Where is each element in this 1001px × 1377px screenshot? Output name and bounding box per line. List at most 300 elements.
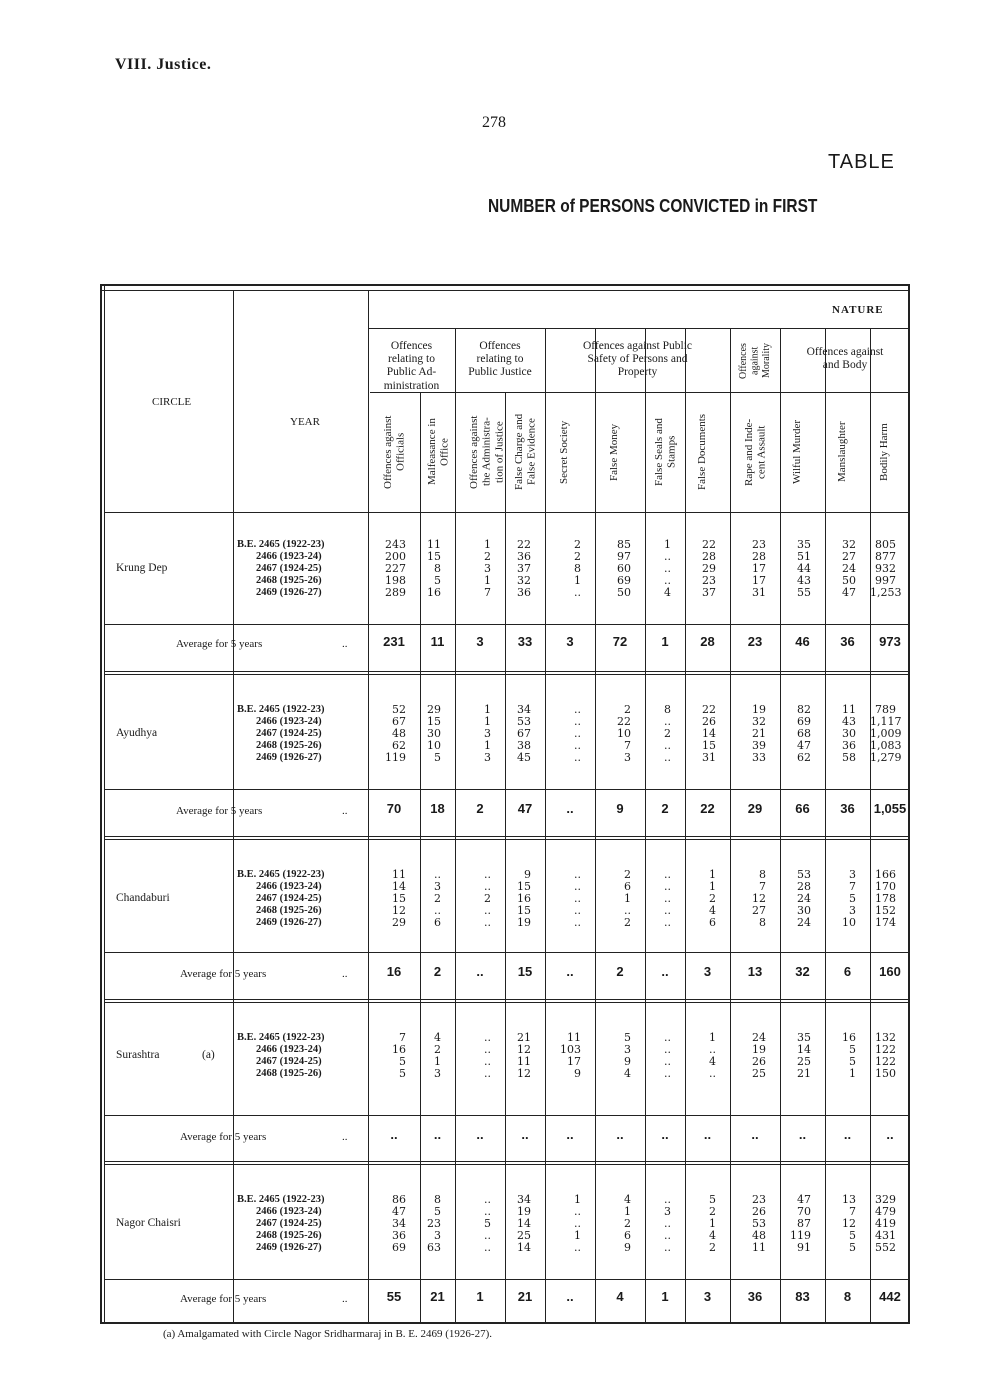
year-row-0-2: 2467 (1924-25) bbox=[256, 563, 322, 575]
average-cell-4-0: 55 bbox=[386, 1289, 402, 1304]
cell-4-2-6: .. bbox=[664, 1217, 671, 1231]
cell-1-4-10: 58 bbox=[842, 751, 856, 765]
cell-1-3-11: 1,083 bbox=[870, 739, 902, 753]
average-cell-3-2: .. bbox=[476, 1127, 484, 1142]
column-header-8: Rape and Inde- cent Assault bbox=[743, 418, 768, 486]
table-subtitle: NUMBER of PERSONS CONVICTED in FIRST bbox=[488, 196, 818, 216]
rule-v bbox=[420, 392, 421, 1322]
cell-4-4-3: 14 bbox=[517, 1241, 531, 1255]
cell-2-4-6: .. bbox=[664, 916, 671, 930]
cell-4-4-0: 69 bbox=[392, 1241, 406, 1255]
cell-0-3-6: .. bbox=[664, 574, 671, 588]
group-header-4: Offences against and Body bbox=[806, 346, 884, 372]
rule-h bbox=[104, 839, 910, 840]
cell-3-1-10: 5 bbox=[849, 1043, 856, 1057]
average-cell-3-6: .. bbox=[661, 1127, 669, 1142]
rule-v bbox=[780, 328, 781, 1322]
cell-3-0-9: 35 bbox=[797, 1031, 811, 1044]
average-cell-4-4: .. bbox=[566, 1289, 574, 1304]
cell-2-4-2: .. bbox=[484, 916, 491, 930]
cell-1-0-1: 29 bbox=[427, 703, 441, 716]
cell-1-1-6: .. bbox=[664, 715, 671, 729]
rule-v bbox=[645, 392, 646, 1322]
cell-2-2-5: 1 bbox=[624, 892, 631, 906]
cell-4-1-11: 479 bbox=[875, 1205, 896, 1219]
rule-v bbox=[545, 328, 546, 1322]
cell-3-0-4: 11 bbox=[567, 1031, 581, 1044]
cell-1-3-3: 38 bbox=[517, 739, 531, 753]
cell-0-4-0: 289 bbox=[385, 586, 406, 600]
cell-1-3-8: 39 bbox=[752, 739, 766, 753]
column-header-0: Offences against Officials bbox=[382, 415, 407, 489]
cell-3-1-9: 14 bbox=[797, 1043, 811, 1057]
year-label: YEAR bbox=[290, 416, 320, 428]
cell-3-2-3: 11 bbox=[517, 1055, 531, 1069]
cell-4-3-10: 5 bbox=[849, 1229, 856, 1243]
average-cell-2-2: .. bbox=[476, 964, 484, 979]
cell-2-0-10: 3 bbox=[849, 868, 856, 881]
rule-h bbox=[368, 328, 910, 329]
cell-2-2-9: 24 bbox=[797, 892, 811, 906]
cell-2-0-8: 8 bbox=[759, 868, 766, 881]
cell-4-2-11: 419 bbox=[875, 1217, 896, 1231]
average-cell-0-10: 36 bbox=[840, 634, 855, 649]
cell-0-2-8: 17 bbox=[752, 562, 766, 576]
year-row-4-4: 2469 (1926-27) bbox=[256, 1242, 322, 1254]
year-row-3-1: 2466 (1923-24) bbox=[256, 1044, 322, 1056]
average-cell-2-0: 16 bbox=[386, 964, 402, 979]
cell-0-1-4: 2 bbox=[574, 550, 581, 564]
cell-2-3-7: 4 bbox=[709, 904, 716, 918]
cell-1-0-0: 52 bbox=[392, 703, 406, 716]
cell-3-1-7: .. bbox=[709, 1043, 716, 1057]
cell-2-0-11: 166 bbox=[875, 868, 896, 881]
year-row-4-2: 2467 (1924-25) bbox=[256, 1218, 322, 1230]
cell-2-0-7: 1 bbox=[709, 868, 716, 881]
cell-0-3-7: 23 bbox=[702, 574, 716, 588]
cell-0-1-0: 200 bbox=[385, 550, 406, 564]
cell-0-4-10: 47 bbox=[842, 586, 856, 600]
cell-4-3-7: 4 bbox=[709, 1229, 716, 1243]
cell-3-0-7: 1 bbox=[709, 1031, 716, 1044]
cell-2-1-2: .. bbox=[484, 880, 491, 894]
year-row-4-3: 2468 (1925-26) bbox=[256, 1230, 322, 1242]
cell-1-0-6: 8 bbox=[664, 703, 671, 716]
cell-4-4-11: 552 bbox=[875, 1241, 896, 1255]
cell-4-3-1: 3 bbox=[434, 1229, 441, 1243]
rule-v bbox=[825, 392, 826, 1322]
year-row-0-4: 2469 (1926-27) bbox=[256, 587, 322, 599]
year-row-2-1: 2466 (1923-24) bbox=[256, 881, 322, 893]
cell-4-2-3: 14 bbox=[517, 1217, 531, 1231]
cell-2-4-4: .. bbox=[574, 916, 581, 930]
rule-h bbox=[104, 1279, 910, 1280]
cell-2-4-1: 6 bbox=[434, 916, 441, 930]
cell-4-3-0: 36 bbox=[392, 1229, 406, 1243]
cell-4-1-2: .. bbox=[484, 1205, 491, 1219]
cell-2-3-6: .. bbox=[664, 904, 671, 918]
cell-1-4-0: 119 bbox=[385, 751, 406, 765]
average-cell-1-0: 70 bbox=[386, 801, 402, 816]
rule-h bbox=[104, 836, 910, 837]
cell-0-2-7: 29 bbox=[702, 562, 716, 576]
rule-v bbox=[870, 392, 871, 1322]
cell-3-1-1: 2 bbox=[434, 1043, 441, 1057]
cell-4-0-9: 47 bbox=[797, 1193, 811, 1206]
average-cell-1-7: 22 bbox=[700, 801, 715, 816]
cell-2-0-9: 53 bbox=[797, 868, 811, 881]
average-cell-2-4: .. bbox=[566, 964, 574, 979]
cell-2-0-5: 2 bbox=[624, 868, 631, 881]
cell-0-1-10: 27 bbox=[842, 550, 856, 564]
cell-0-2-11: 932 bbox=[875, 562, 896, 576]
cell-3-0-5: 5 bbox=[624, 1031, 631, 1044]
cell-0-1-7: 28 bbox=[702, 550, 716, 564]
column-header-10: Manslaughter bbox=[835, 421, 848, 483]
cell-4-0-5: 4 bbox=[624, 1193, 631, 1206]
cell-4-1-4: .. bbox=[574, 1205, 581, 1219]
cell-3-2-5: 9 bbox=[624, 1055, 631, 1069]
average-cell-4-7: 3 bbox=[703, 1289, 712, 1304]
cell-1-2-5: 10 bbox=[617, 727, 631, 741]
cell-4-4-1: 63 bbox=[427, 1241, 441, 1255]
cell-1-4-3: 45 bbox=[517, 751, 531, 765]
circle-name-3: Surashtra bbox=[116, 1049, 160, 1062]
cell-4-1-7: 2 bbox=[709, 1205, 716, 1219]
cell-2-1-1: 3 bbox=[434, 880, 441, 894]
year-row-1-4: 2469 (1926-27) bbox=[256, 752, 322, 764]
cell-1-2-8: 21 bbox=[752, 727, 766, 741]
cell-4-4-10: 5 bbox=[849, 1241, 856, 1255]
cell-3-0-3: 21 bbox=[517, 1031, 531, 1044]
year-row-0-0: B.E. 2465 (1922-23) bbox=[237, 539, 325, 550]
cell-2-4-3: 19 bbox=[517, 916, 531, 930]
cell-2-2-4: .. bbox=[574, 892, 581, 906]
year-row-3-2: 2467 (1924-25) bbox=[256, 1056, 322, 1068]
average-cell-0-9: 46 bbox=[795, 634, 810, 649]
group-header-0: Offences relating to Public Ad- ministration bbox=[383, 340, 440, 392]
year-row-2-4: 2469 (1926-27) bbox=[256, 917, 322, 929]
cell-2-2-2: 2 bbox=[484, 892, 491, 906]
year-row-1-0: B.E. 2465 (1922-23) bbox=[237, 704, 325, 715]
cell-3-3-0: 5 bbox=[399, 1067, 406, 1081]
cell-3-3-4: 9 bbox=[574, 1067, 581, 1081]
average-dots-4: .. bbox=[342, 1293, 348, 1305]
cell-4-2-2: 5 bbox=[484, 1217, 491, 1231]
column-header-4: Secret Society bbox=[558, 420, 570, 484]
cell-0-0-4: 2 bbox=[574, 538, 581, 551]
cell-0-1-9: 51 bbox=[797, 550, 811, 564]
average-dots-1: .. bbox=[342, 805, 348, 817]
circle-note-3: (a) bbox=[202, 1049, 215, 1062]
cell-1-2-9: 68 bbox=[797, 727, 811, 741]
cell-2-2-11: 178 bbox=[875, 892, 896, 906]
rule-h bbox=[100, 1322, 910, 1324]
cell-0-1-3: 36 bbox=[517, 550, 531, 564]
cell-0-0-1: 11 bbox=[427, 538, 441, 551]
rule-h bbox=[104, 1115, 910, 1116]
cell-4-0-4: 1 bbox=[574, 1193, 581, 1206]
rule-h bbox=[104, 1161, 910, 1162]
cell-2-3-4: .. bbox=[574, 904, 581, 918]
cell-0-3-8: 17 bbox=[752, 574, 766, 588]
cell-4-2-1: 23 bbox=[427, 1217, 441, 1231]
cell-4-1-9: 70 bbox=[797, 1205, 811, 1219]
rule-h bbox=[104, 1164, 910, 1165]
average-cell-0-11: 973 bbox=[879, 634, 901, 649]
cell-2-1-0: 14 bbox=[392, 880, 406, 894]
average-cell-2-9: 32 bbox=[795, 964, 810, 979]
cell-3-3-11: 150 bbox=[875, 1067, 896, 1081]
cell-2-4-5: 2 bbox=[624, 916, 631, 930]
circle-name-4: Nagor Chaisri bbox=[116, 1217, 181, 1230]
average-label-3: Average for 5 years bbox=[180, 1131, 267, 1143]
section-heading: VIII. Justice. bbox=[115, 56, 212, 73]
circle-name-0: Krung Dep bbox=[116, 562, 168, 575]
rule-h bbox=[104, 999, 910, 1000]
column-header-7: False Documents bbox=[695, 413, 708, 491]
cell-3-2-9: 25 bbox=[797, 1055, 811, 1069]
cell-2-1-8: 7 bbox=[759, 880, 766, 894]
cell-4-0-7: 5 bbox=[709, 1193, 716, 1206]
cell-1-1-5: 22 bbox=[617, 715, 631, 729]
rule-h bbox=[104, 952, 910, 953]
cell-0-1-11: 877 bbox=[875, 550, 896, 564]
average-cell-4-9: 83 bbox=[795, 1289, 810, 1304]
cell-1-3-6: .. bbox=[664, 739, 671, 753]
cell-1-0-9: 82 bbox=[797, 703, 811, 716]
cell-2-1-5: 6 bbox=[624, 880, 631, 894]
cell-3-1-0: 16 bbox=[392, 1043, 406, 1057]
average-cell-4-10: 8 bbox=[843, 1289, 852, 1304]
cell-4-2-5: 2 bbox=[624, 1217, 631, 1231]
cell-1-0-7: 22 bbox=[702, 703, 716, 716]
cell-1-3-2: 1 bbox=[484, 739, 491, 753]
cell-1-1-7: 26 bbox=[702, 715, 716, 729]
cell-4-2-10: 12 bbox=[842, 1217, 856, 1231]
cell-1-1-9: 69 bbox=[797, 715, 811, 729]
cell-4-3-11: 431 bbox=[875, 1229, 896, 1243]
group-header-3: Offences against Morality bbox=[738, 343, 772, 379]
average-cell-4-8: 36 bbox=[747, 1289, 763, 1304]
cell-4-1-10: 7 bbox=[849, 1205, 856, 1219]
rule-v bbox=[104, 284, 105, 1324]
cell-2-3-0: 12 bbox=[392, 904, 406, 918]
cell-3-1-3: 12 bbox=[517, 1043, 531, 1057]
year-row-4-0: B.E. 2465 (1922-23) bbox=[237, 1194, 325, 1205]
cell-3-3-3: 12 bbox=[517, 1067, 531, 1081]
cell-1-4-11: 1,279 bbox=[870, 751, 902, 765]
average-cell-0-6: 1 bbox=[661, 634, 669, 649]
column-header-6: False Seals and Stamps bbox=[653, 418, 678, 486]
average-cell-2-3: 15 bbox=[517, 964, 533, 979]
average-cell-1-4: .. bbox=[566, 801, 574, 816]
average-label-2: Average for 5 years bbox=[180, 968, 267, 980]
average-cell-1-10: 36 bbox=[840, 801, 855, 816]
cell-0-2-1: 8 bbox=[434, 562, 441, 576]
average-cell-4-11: 442 bbox=[879, 1289, 901, 1304]
cell-4-4-9: 91 bbox=[797, 1241, 811, 1255]
average-cell-3-3: .. bbox=[521, 1127, 529, 1142]
average-cell-0-5: 72 bbox=[612, 634, 628, 649]
cell-1-0-3: 34 bbox=[517, 703, 531, 716]
average-cell-1-9: 66 bbox=[795, 801, 810, 816]
average-cell-1-11: 1,055 bbox=[873, 801, 907, 816]
cell-3-0-1: 4 bbox=[434, 1031, 441, 1044]
cell-2-4-7: 6 bbox=[709, 916, 716, 930]
nature-label: NATURE bbox=[832, 304, 884, 316]
cell-3-1-5: 3 bbox=[624, 1043, 631, 1057]
rule-v bbox=[595, 392, 596, 1322]
cell-0-4-4: .. bbox=[574, 586, 581, 600]
average-cell-2-10: 6 bbox=[843, 964, 852, 979]
cell-3-3-6: .. bbox=[664, 1067, 671, 1081]
cell-4-4-5: 9 bbox=[624, 1241, 631, 1255]
cell-2-4-11: 174 bbox=[875, 916, 896, 930]
cell-0-3-11: 997 bbox=[875, 574, 896, 588]
year-row-2-3: 2468 (1925-26) bbox=[256, 905, 322, 917]
cell-4-1-1: 5 bbox=[434, 1205, 441, 1219]
average-cell-1-6: 2 bbox=[661, 801, 669, 816]
average-cell-0-2: 3 bbox=[476, 634, 484, 649]
cell-0-3-10: 50 bbox=[842, 574, 856, 588]
year-row-1-1: 2466 (1923-24) bbox=[256, 716, 322, 728]
average-cell-1-8: 29 bbox=[747, 801, 763, 816]
average-cell-1-2: 2 bbox=[476, 801, 484, 816]
cell-2-1-7: 1 bbox=[709, 880, 716, 894]
cell-4-1-5: 1 bbox=[624, 1205, 631, 1219]
cell-2-4-0: 29 bbox=[392, 916, 406, 930]
rule-v bbox=[100, 284, 102, 1324]
cell-4-1-3: 19 bbox=[517, 1205, 531, 1219]
cell-4-1-0: 47 bbox=[392, 1205, 406, 1219]
cell-4-3-4: 1 bbox=[574, 1229, 581, 1243]
cell-4-3-3: 25 bbox=[517, 1229, 531, 1243]
column-header-5: False Money bbox=[608, 423, 620, 481]
cell-4-2-9: 87 bbox=[797, 1217, 811, 1231]
cell-1-3-7: 15 bbox=[702, 739, 716, 753]
rule-h bbox=[100, 284, 910, 286]
cell-3-3-8: 25 bbox=[752, 1067, 766, 1081]
cell-4-0-1: 8 bbox=[434, 1193, 441, 1206]
cell-2-1-11: 170 bbox=[875, 880, 896, 894]
column-header-2: Offences against the Administra- tion of Justice bbox=[468, 415, 506, 489]
cell-0-0-10: 32 bbox=[842, 538, 856, 551]
cell-0-2-9: 44 bbox=[797, 562, 811, 576]
cell-1-4-1: 5 bbox=[434, 751, 441, 765]
cell-4-3-9: 119 bbox=[790, 1229, 811, 1243]
average-cell-4-6: 1 bbox=[661, 1289, 669, 1304]
cell-0-4-6: 4 bbox=[664, 586, 671, 600]
cell-1-4-9: 62 bbox=[797, 751, 811, 765]
cell-4-0-8: 23 bbox=[752, 1193, 766, 1206]
cell-2-3-2: .. bbox=[484, 904, 491, 918]
table-label: TABLE bbox=[828, 151, 895, 173]
cell-0-1-8: 28 bbox=[752, 550, 766, 564]
circle-name-1: Ayudhya bbox=[116, 727, 158, 740]
cell-1-2-0: 48 bbox=[392, 727, 406, 741]
column-header-1: Malfeasance in Office bbox=[425, 418, 451, 486]
cell-0-3-2: 1 bbox=[484, 574, 491, 588]
cell-1-0-8: 19 bbox=[752, 703, 766, 716]
cell-1-0-5: 2 bbox=[624, 703, 631, 716]
average-cell-2-7: 3 bbox=[703, 964, 712, 979]
average-dots-2: .. bbox=[342, 968, 348, 980]
cell-1-4-4: .. bbox=[574, 751, 581, 765]
cell-0-3-5: 69 bbox=[617, 574, 631, 588]
cell-4-1-6: 3 bbox=[664, 1205, 671, 1219]
cell-4-0-2: .. bbox=[484, 1193, 491, 1206]
cell-0-4-9: 55 bbox=[797, 586, 811, 600]
average-cell-0-3: 33 bbox=[517, 634, 533, 649]
cell-2-3-9: 30 bbox=[797, 904, 811, 918]
cell-2-0-2: .. bbox=[484, 868, 491, 881]
cell-1-3-0: 62 bbox=[392, 739, 406, 753]
cell-4-0-3: 34 bbox=[517, 1193, 531, 1206]
cell-1-4-7: 31 bbox=[702, 751, 716, 765]
cell-4-2-8: 53 bbox=[752, 1217, 766, 1231]
cell-2-0-3: 9 bbox=[524, 868, 531, 881]
rule-h bbox=[104, 624, 910, 625]
cell-1-4-2: 3 bbox=[484, 751, 491, 765]
average-cell-2-1: 2 bbox=[433, 964, 442, 979]
cell-1-0-2: 1 bbox=[484, 703, 491, 716]
cell-2-3-5: .. bbox=[624, 904, 631, 918]
cell-2-4-8: 8 bbox=[759, 916, 766, 930]
rule-h bbox=[104, 512, 910, 513]
cell-3-0-6: .. bbox=[664, 1031, 671, 1044]
cell-2-1-9: 28 bbox=[797, 880, 811, 894]
rule-v bbox=[368, 328, 369, 1322]
rule-h bbox=[104, 671, 910, 672]
cell-0-0-7: 22 bbox=[702, 538, 716, 551]
cell-0-0-11: 805 bbox=[875, 538, 896, 551]
average-cell-3-8: .. bbox=[751, 1127, 759, 1142]
cell-1-4-5: 3 bbox=[624, 751, 631, 765]
average-cell-3-7: .. bbox=[703, 1127, 712, 1142]
cell-3-2-4: 17 bbox=[567, 1055, 581, 1069]
rule-v bbox=[455, 328, 456, 1322]
cell-2-0-0: 11 bbox=[392, 868, 406, 881]
average-cell-1-1: 18 bbox=[430, 801, 445, 816]
cell-1-1-4: .. bbox=[574, 715, 581, 729]
cell-3-1-8: 19 bbox=[752, 1043, 766, 1057]
cell-2-3-11: 152 bbox=[875, 904, 896, 918]
cell-1-0-11: 789 bbox=[875, 703, 896, 716]
cell-2-2-8: 12 bbox=[752, 892, 766, 906]
average-cell-4-1: 21 bbox=[430, 1289, 445, 1304]
cell-3-3-10: 1 bbox=[849, 1067, 856, 1081]
average-cell-0-7: 28 bbox=[700, 634, 715, 649]
average-cell-0-8: 23 bbox=[747, 634, 763, 649]
cell-3-1-4: 103 bbox=[560, 1043, 581, 1057]
cell-3-2-10: 5 bbox=[849, 1055, 856, 1069]
cell-2-1-10: 7 bbox=[849, 880, 856, 894]
cell-1-2-4: .. bbox=[574, 727, 581, 741]
cell-3-1-2: .. bbox=[484, 1043, 491, 1057]
cell-0-2-6: .. bbox=[664, 562, 671, 576]
cell-1-3-5: 7 bbox=[624, 739, 631, 753]
year-row-0-3: 2468 (1925-26) bbox=[256, 575, 322, 587]
cell-4-0-11: 329 bbox=[875, 1193, 896, 1206]
cell-3-2-6: .. bbox=[664, 1055, 671, 1069]
cell-4-1-8: 26 bbox=[752, 1205, 766, 1219]
cell-2-2-10: 5 bbox=[849, 892, 856, 906]
cell-4-0-6: .. bbox=[664, 1193, 671, 1206]
cell-2-2-0: 15 bbox=[392, 892, 406, 906]
convictions-table bbox=[100, 284, 910, 1326]
cell-0-4-3: 36 bbox=[517, 586, 531, 600]
